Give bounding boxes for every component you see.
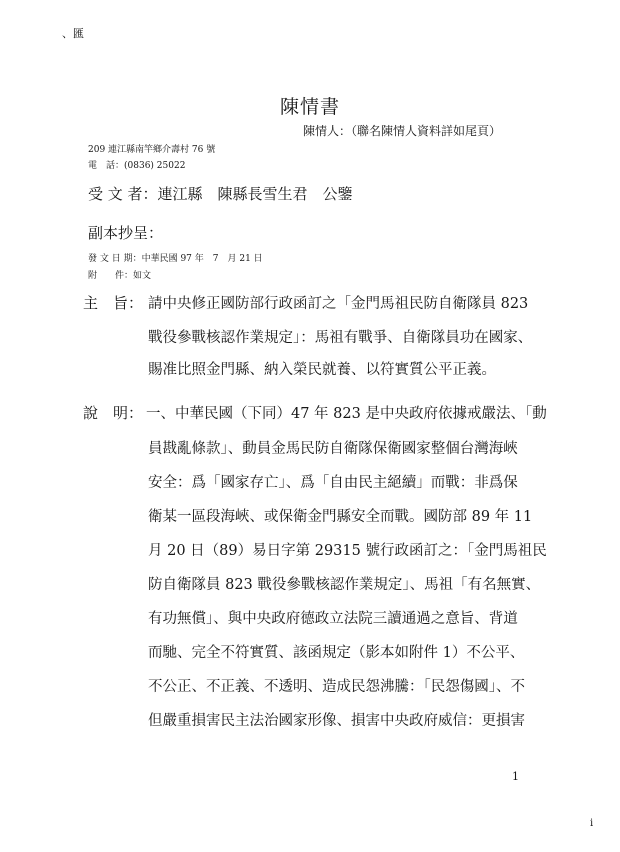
date-line: 發 文 日 期：中華民國 97 年 7 月 21 日: [88, 254, 263, 264]
corner-mark: 、匯: [62, 27, 84, 40]
recipient-line: 受 文 者：連江縣 陳縣長雪生君 公鑒: [88, 185, 353, 203]
subject-label: 主 旨：: [83, 294, 144, 312]
petitioner-line: 陳情人：（聯名陳情人資料詳如尾頁）: [303, 124, 502, 138]
explanation-line: 防自衛隊員 823 戰役參戰核認作業規定」、馬祖「有名無實、: [148, 577, 541, 593]
address-line: 209 連江縣南竿鄉介壽村 76 號: [88, 145, 216, 155]
cc-line: 副本抄呈：: [88, 224, 164, 242]
attachment-line: 附 件：如文: [88, 271, 152, 281]
explanation-line: 員戡亂條款」、動員金馬民防自衛隊保衛國家整個台灣海峽: [148, 441, 518, 457]
subject-line: 戰役參戰核認作業規定」：馬祖有戰爭、自衛隊員功在國家、: [148, 330, 533, 346]
edge-mark: i: [590, 818, 594, 829]
subject-line: 請中央修正國防部行政函訂之「金門馬祖民防自衛隊員 823: [148, 296, 529, 312]
explanation-label: 說 明：: [83, 404, 144, 422]
document-title: 陳情書: [279, 96, 340, 118]
explanation-line: 衛某一區段海峽、或保衛金門縣安全而戰。國防部 89 年 11: [148, 509, 533, 525]
explanation-line: 有功無償」、與中央政府德政立法院三讀通過之意旨、背道: [148, 611, 518, 627]
explanation-line: 月 20 日（89）易日字第 29315 號行政函訂之：「金門馬祖民: [148, 543, 547, 559]
subject-line: 賜准比照金門縣、納入榮民就養、以符實質公平正義。: [148, 362, 496, 378]
explanation-line: 安全：爲「國家存亡」、爲「自由民主絕續」而戰：非爲保: [148, 475, 518, 491]
explanation-line: 不公正、不正義、不透明、造成民怨沸騰：「民怨傷國」、不: [148, 679, 525, 695]
phone-line: 電 話：(0836) 25022: [88, 161, 186, 171]
page-number: 1: [512, 770, 519, 783]
explanation-line: 一、中華民國（下同）47 年 823 是中央政府依據戒嚴法、「動: [146, 406, 547, 422]
explanation-line: 而馳、完全不符實質、該函規定（影本如附件 1）不公平、: [148, 645, 525, 661]
explanation-line: 但嚴重損害民主法治國家形像、損害中央政府威信：更損害: [148, 713, 525, 729]
